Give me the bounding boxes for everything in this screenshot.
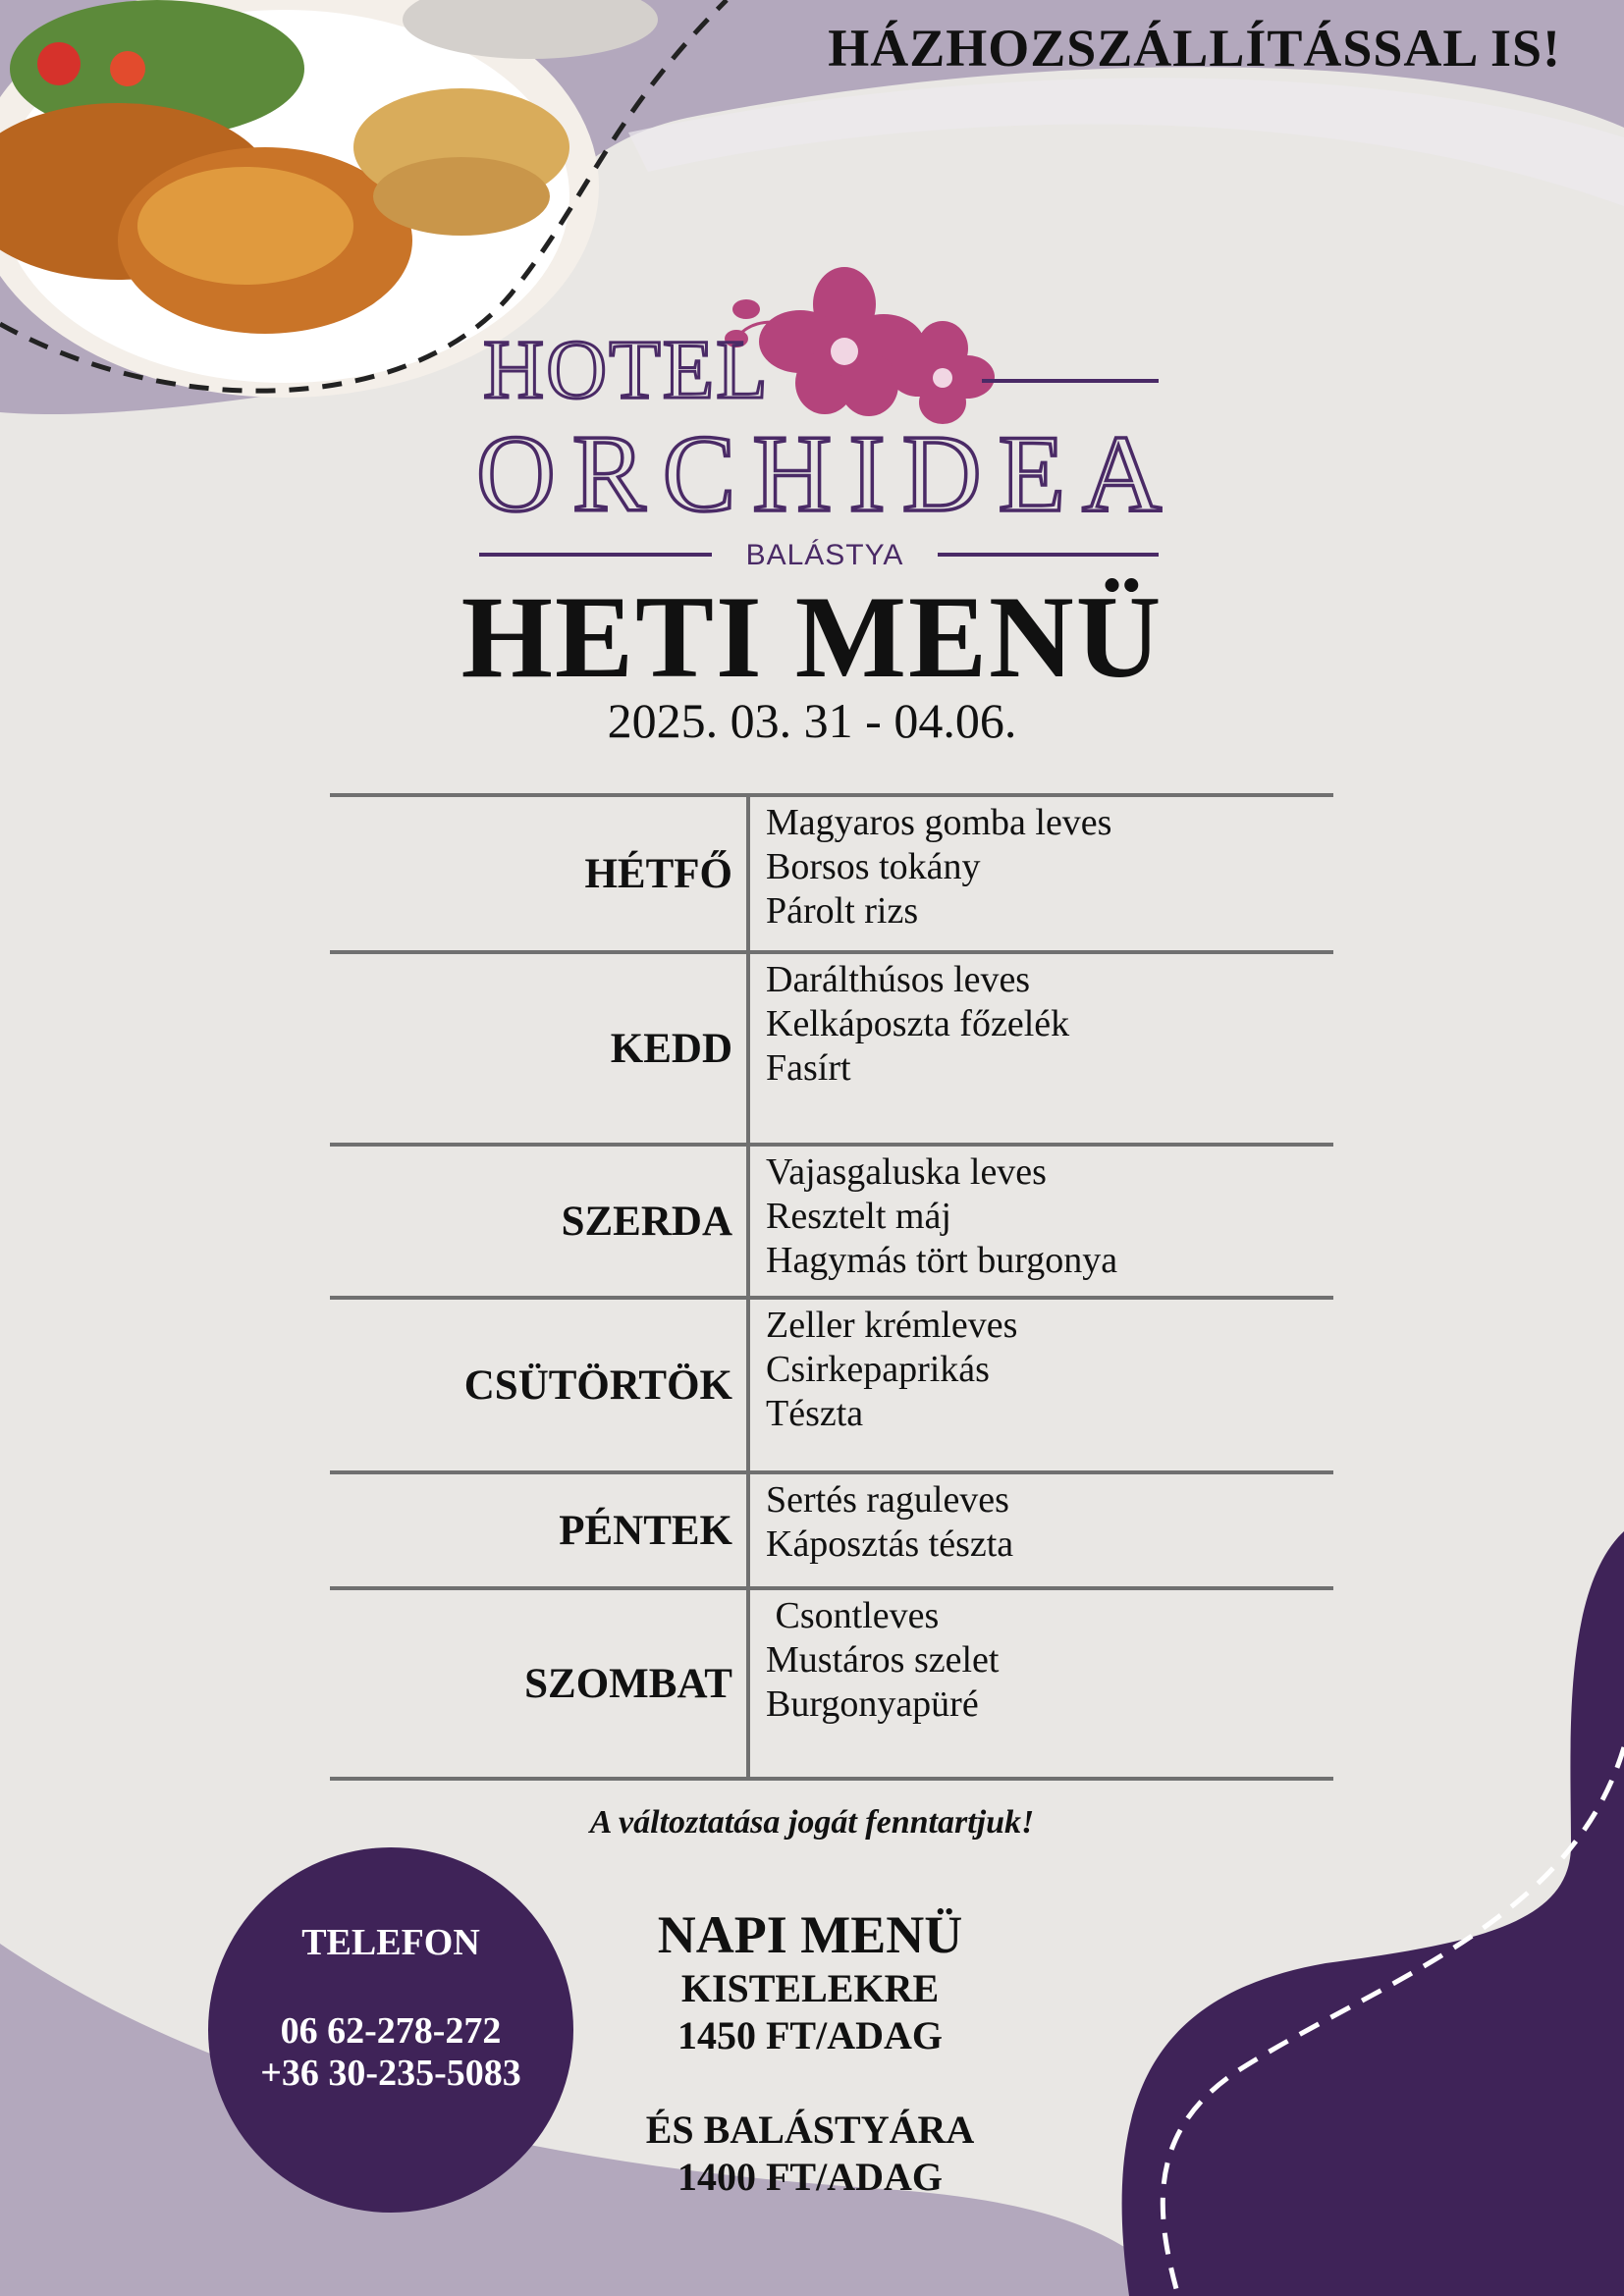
dish: Vajasgaluska leves xyxy=(766,1151,1047,1193)
menu-row-thursday xyxy=(330,1298,1333,1472)
kistelek-price: 1450 FT/ADAG xyxy=(677,2013,943,2057)
dish: Mustáros szelet xyxy=(766,1639,1000,1681)
menu-dates: 2025. 03. 31 - 04.06. xyxy=(607,693,1017,748)
dish: Fasírt xyxy=(766,1047,851,1089)
menu-row-wednesday xyxy=(330,1145,1333,1298)
logo-orchidea: ORCHIDEA xyxy=(476,413,1164,535)
dish: Hagymás tört burgonya xyxy=(766,1240,1118,1281)
dish: Borsos tokány xyxy=(766,846,981,887)
dish: Káposztás tészta xyxy=(766,1523,1014,1565)
kistelek-label: KISTELEKRE xyxy=(680,1966,940,2010)
logo-hotel: HOTEL xyxy=(483,322,770,416)
day-label: SZERDA xyxy=(330,1145,748,1298)
logo-balastya: BALÁSTYA xyxy=(745,539,904,569)
phone-number-landline: 06 62-278-272 xyxy=(280,2010,502,2052)
menu-row-friday xyxy=(330,1472,1333,1588)
dish: Zeller krémleves xyxy=(766,1305,1018,1346)
dish: Csontleves xyxy=(766,1595,940,1636)
day-label: KEDD xyxy=(330,952,748,1145)
page-title: HETI MENÜ xyxy=(460,571,1164,702)
dish: Burgonyapüré xyxy=(766,1683,979,1725)
dish: Resztelt máj xyxy=(766,1196,951,1237)
dish: Tészta xyxy=(766,1393,864,1434)
phone-number-mobile: +36 30-235-5083 xyxy=(260,2053,521,2094)
menu-row-monday xyxy=(330,795,1333,952)
phone-label: TELEFON xyxy=(301,1922,480,1963)
menu-row-tuesday xyxy=(330,952,1333,1145)
hotel-logo xyxy=(471,265,1178,569)
dish: Darálthúsos leves xyxy=(766,959,1031,1000)
daily-menu-info xyxy=(589,1904,1031,2201)
delivery-banner: HÁZHOZSZÁLLÍTÁSSAL IS! xyxy=(828,19,1561,78)
day-label: SZOMBAT xyxy=(330,1588,748,1779)
disclaimer-note: A változtatása jogát fenntartjuk! xyxy=(589,1804,1035,1841)
day-label: CSÜTÖRTÖK xyxy=(330,1298,748,1472)
dish: Csirkepaprikás xyxy=(766,1349,990,1390)
balastya-price: 1400 FT/ADAG xyxy=(677,2155,943,2199)
phone-circle xyxy=(208,1847,573,2213)
weekly-menu-table xyxy=(330,793,1333,1781)
day-label: PÉNTEK xyxy=(330,1472,748,1588)
day-label: HÉTFŐ xyxy=(330,795,748,952)
balastya-label: ÉS BALÁSTYÁRA xyxy=(645,2108,975,2152)
dish: Magyaros gomba leves xyxy=(766,802,1112,843)
dish: Kelkáposzta főzelék xyxy=(766,1003,1070,1044)
dish: Sertés raguleves xyxy=(766,1479,1009,1521)
menu-row-saturday xyxy=(330,1588,1333,1779)
daily-menu-title: NAPI MENÜ xyxy=(657,1905,963,1964)
dish: Párolt rizs xyxy=(766,890,919,932)
